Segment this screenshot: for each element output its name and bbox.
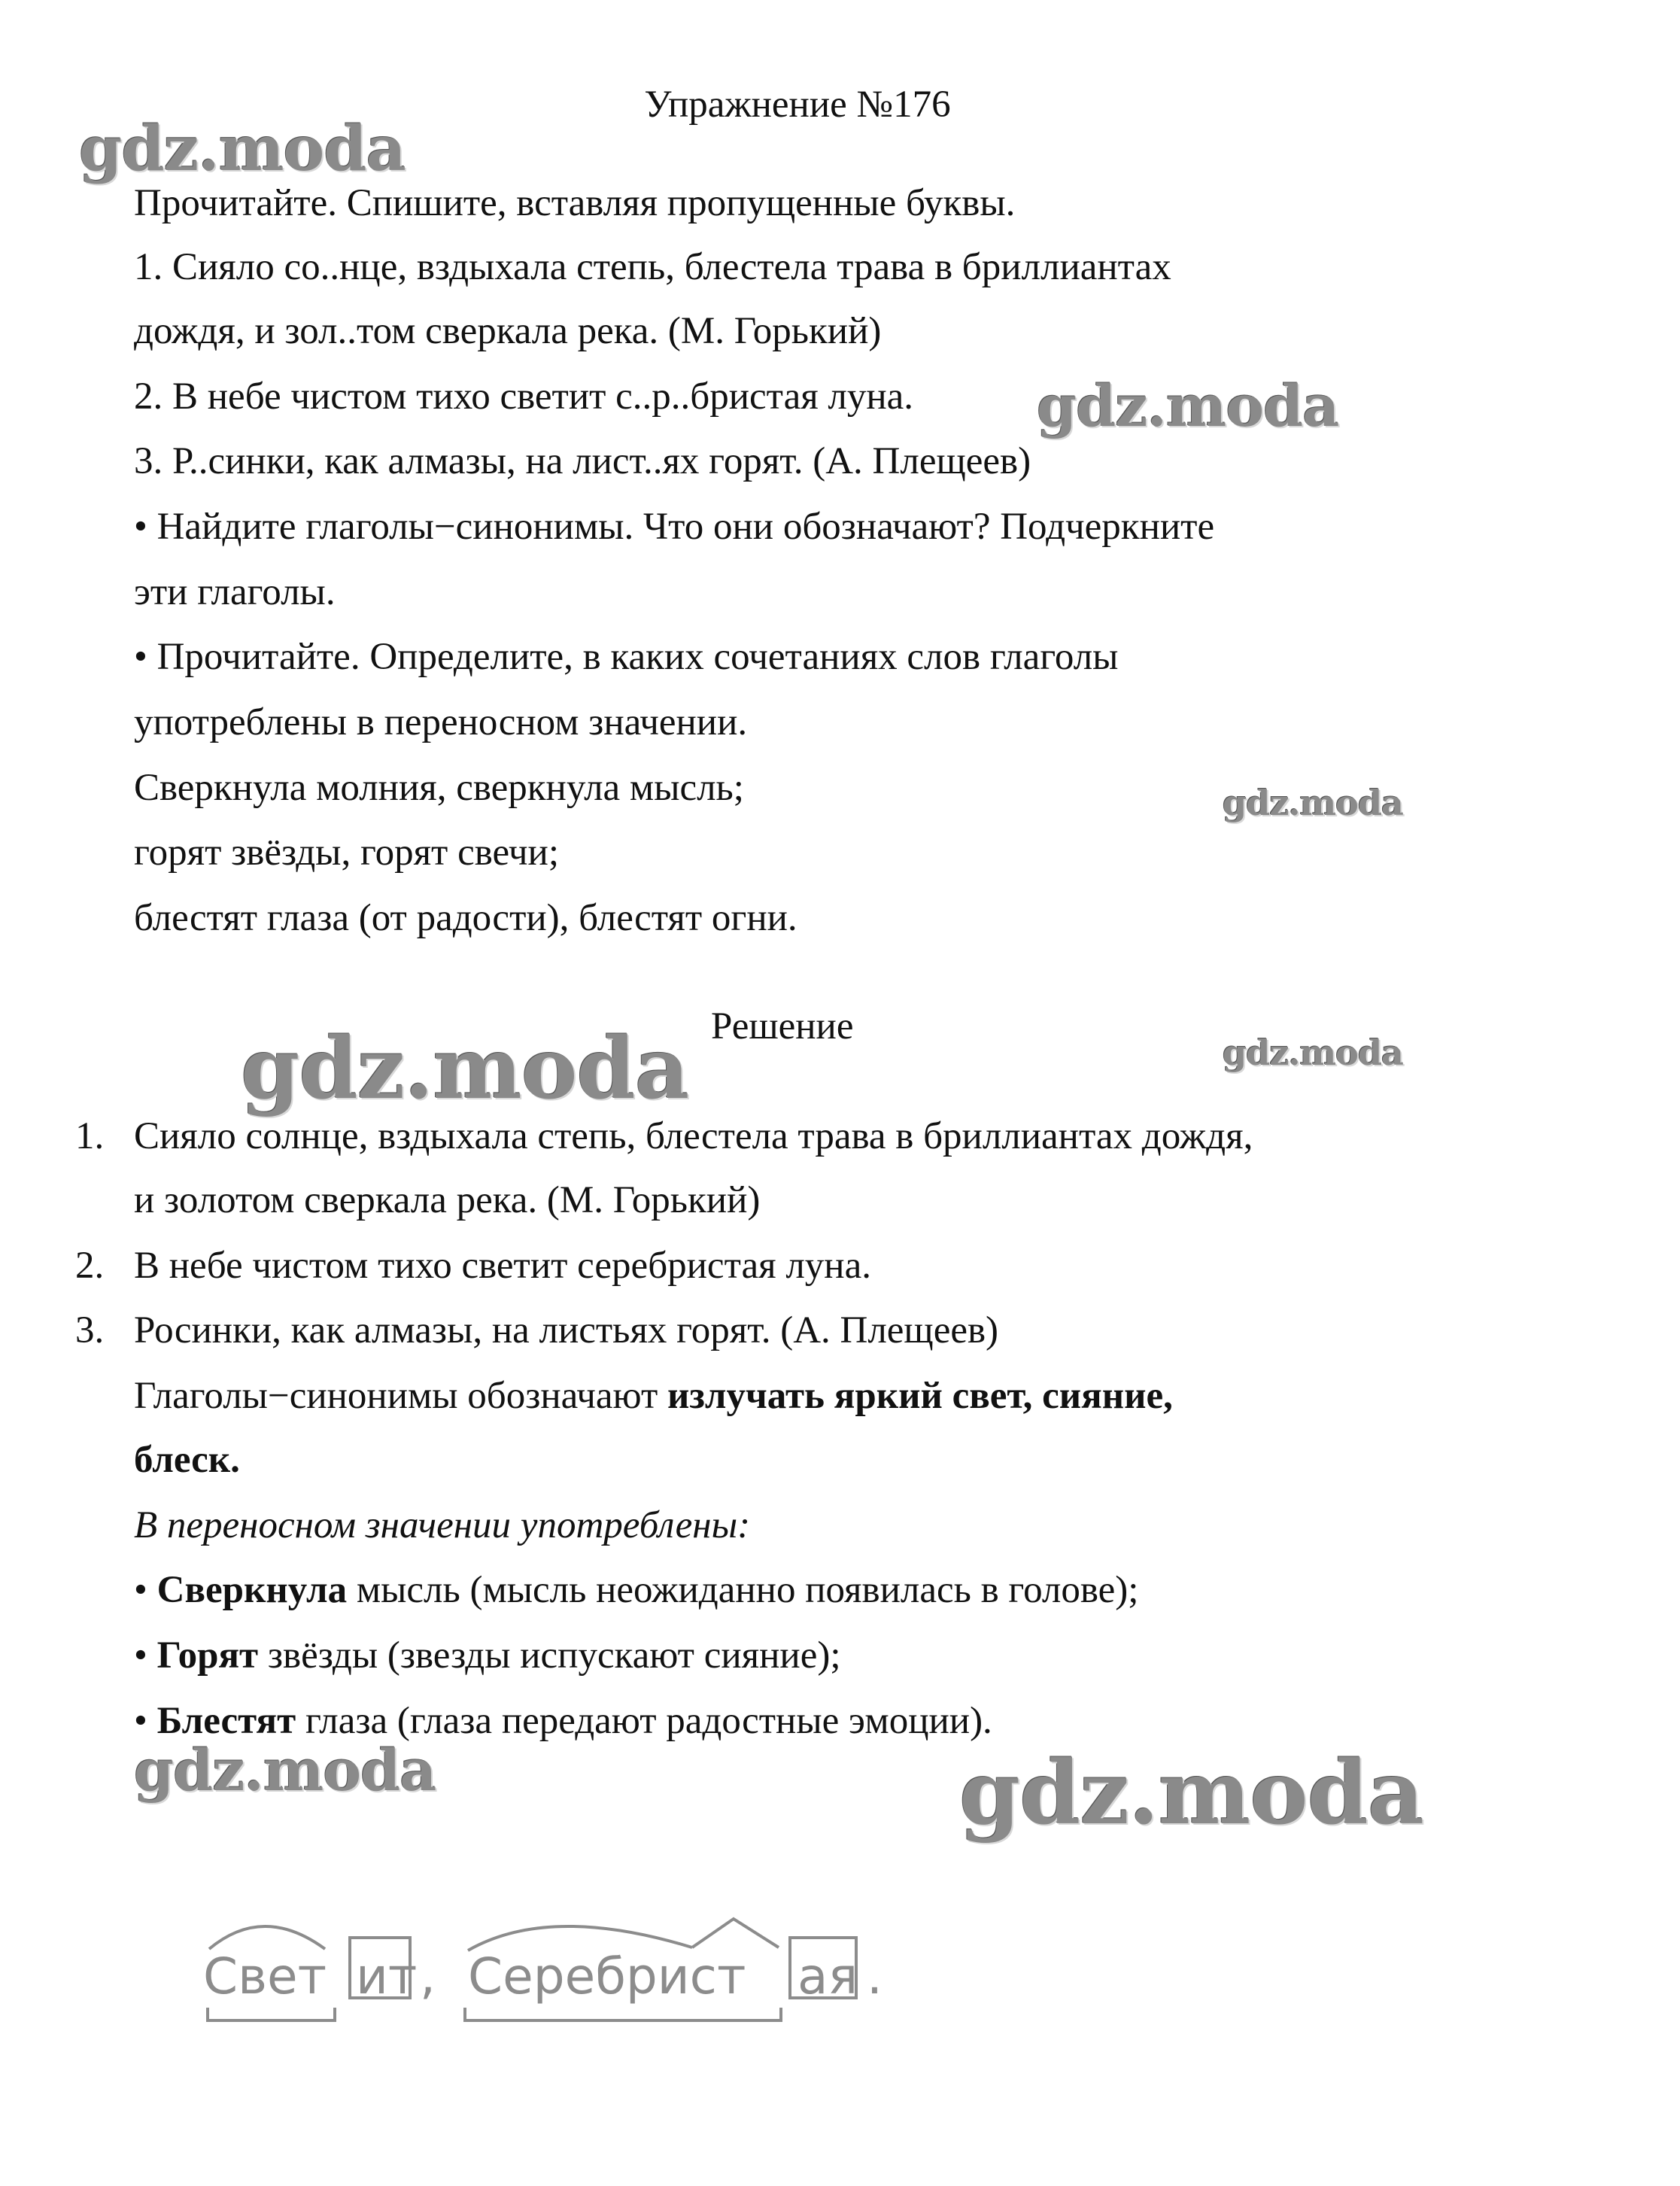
root-arc-icon — [209, 1926, 325, 1949]
list-number: 1. — [75, 1115, 105, 1157]
bullet: • — [134, 1700, 157, 1742]
item-text: звёзды (звезды испускают сияние); — [258, 1634, 841, 1677]
word-2-ending: ая — [797, 1947, 858, 2005]
word-2-root-suffix: Серебрист — [468, 1947, 746, 2005]
solution-line: Сияло солнце, вздыхала степь, блестела трава в бриллиантах дождя, — [134, 1115, 1253, 1157]
item-text: глаза (глаза передают радостные эмоции). — [296, 1700, 992, 1742]
watermark: gdz.moda — [241, 1020, 689, 1118]
list-item — [134, 1698, 992, 1744]
item-text: мысль (мысль неожиданно появилась в голове); — [347, 1569, 1139, 1611]
figurative-heading — [134, 1503, 750, 1548]
figurative-heading-text: В переносном значении употреблены: — [134, 1504, 751, 1546]
task-line: Сверкнула молния, сверкнула мысль; — [134, 767, 744, 809]
task-line: 3. Р..синки, как алмазы, на лист..ях горят. (А. Плещеев) — [134, 440, 1031, 482]
list-item — [134, 1567, 1138, 1613]
morpheme-parse — [196, 1896, 948, 2047]
suffix-hat-icon — [692, 1919, 779, 1947]
task-line: дождя, и зол..том сверкала река. (М. Горький) — [134, 310, 882, 352]
task-line: 1. Сияло со..нце, вздыхала степь, блестела трава в бриллиантах — [134, 246, 1171, 288]
task-instruction: Прочитайте. Спишите, вставляя пропущенные буквы. — [134, 182, 1016, 224]
base-bracket-icon — [465, 2008, 781, 2020]
list-number: 2. — [75, 1245, 105, 1287]
task-line: • Прочитайте. Определите, в каких сочетаниях слов глаголы — [134, 636, 1119, 678]
watermark: gdz.moda — [134, 1737, 436, 1804]
item-verb: Сверкнула — [156, 1569, 348, 1611]
synonyms-meaning: излучать яркий свет, сияние, — [667, 1375, 1173, 1417]
task-line: употреблены в переносном значении. — [134, 701, 748, 743]
watermark: gdz.moda — [959, 1742, 1423, 1844]
task-line: • Найдите глаголы−синонимы. Что они обозначают? Подчеркните — [134, 506, 1215, 548]
list-item — [134, 1633, 840, 1678]
solution-line: В небе чистом тихо светит серебристая луна. — [134, 1245, 871, 1287]
page-title: Упражнение №176 — [644, 84, 951, 126]
task-line: горят звёзды, горят свечи; — [134, 832, 559, 874]
solution-line: Росинки, как алмазы, на листьях горят. (А. Плещеев) — [134, 1309, 999, 1351]
word-1-ending: ит — [356, 1947, 418, 2005]
watermark: gdz.moda — [1223, 1032, 1403, 1073]
watermark: gdz.moda — [79, 113, 406, 185]
bullet: • — [134, 1634, 157, 1677]
base-bracket-icon — [208, 2008, 335, 2020]
list-number: 3. — [75, 1309, 105, 1351]
watermark: gdz.moda — [1223, 783, 1403, 823]
solution-title: Решение — [711, 1005, 854, 1047]
task-line: 2. В небе чистом тихо светит с..р..бристая луна. — [134, 375, 914, 418]
comma: , — [420, 1947, 436, 2005]
synonyms-meaning-cont: блеск. — [134, 1439, 240, 1481]
synonyms-prefix: Глаголы−синонимы обозначают — [134, 1375, 668, 1417]
item-verb: Блестят — [156, 1700, 296, 1742]
item-verb: Горят — [156, 1634, 259, 1677]
synonyms-line — [134, 1373, 1173, 1418]
task-line: блестят глаза (от радости), блестят огни. — [134, 897, 797, 939]
solution-line: и золотом сверкала река. (М. Горький) — [134, 1179, 761, 1221]
synonyms-line-cont — [134, 1437, 240, 1482]
watermark: gdz.moda — [1037, 372, 1339, 439]
bullet: • — [134, 1569, 157, 1611]
period: . — [867, 1947, 883, 2005]
word-1-root: Свет — [203, 1947, 327, 2005]
task-line: эти глаголы. — [134, 571, 336, 613]
